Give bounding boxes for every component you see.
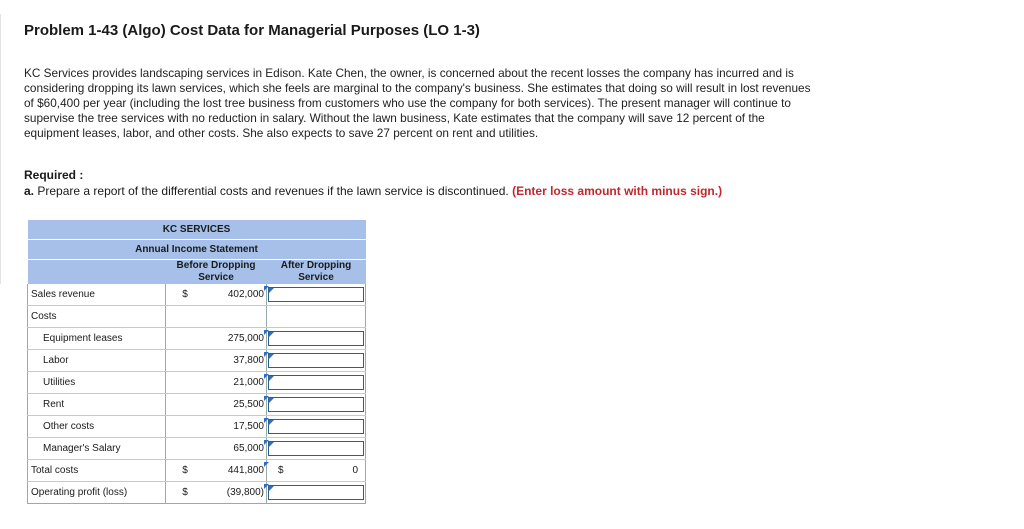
before-dollar-sign (166, 394, 205, 416)
row-label: Sales revenue (28, 284, 166, 306)
after-input-cell (267, 394, 366, 416)
value-flag-icon (264, 462, 269, 467)
after-dropping-input[interactable] (268, 331, 364, 346)
row-label: Utilities (28, 372, 166, 394)
after-input-cell (267, 482, 366, 504)
part-a-hint: (Enter loss amount with minus sign.) (512, 184, 723, 198)
after-input-cell (267, 328, 366, 350)
before-dollar-sign: $ (166, 482, 205, 504)
statement-name: Annual Income Statement (28, 240, 366, 260)
after-total-costs-cell (267, 460, 366, 482)
row-label: Labor (28, 350, 166, 372)
row-label: Rent (28, 394, 166, 416)
left-divider (0, 14, 1, 284)
before-value (204, 438, 267, 460)
after-input-cell (267, 438, 366, 460)
row-label: Equipment leases (28, 328, 166, 350)
statement-rows (28, 284, 366, 504)
after-input-cell (267, 350, 366, 372)
table-row (28, 284, 366, 306)
before-dollar-sign: $ (166, 460, 205, 482)
before-amount: 25,500 (233, 399, 264, 410)
table-row (28, 482, 366, 504)
before-amount: 17,500 (233, 421, 264, 432)
before-dollar-sign: $ (166, 284, 205, 306)
problem-description: KC Services provides landscaping services in Edison. Kate Chen, the owner, is concerned about the recent losses the company has incurred and is considering dropping its lawn services, which she feels are marginal to the company's business. She estimates that doing so will result in lost revenues of $60,400 per year (including the lost tree business from customers who use the company for both services). The present manager will continue to supervise the tree services with no reduction in salary. Without the lawn business, Kate estimates that the company will save 12 percent of the equipment leases, labor, and other costs. She also expects to save 27 percent on rent and utilities. (24, 66, 811, 140)
after-dropping-input[interactable] (268, 485, 364, 500)
before-amount: 441,800 (227, 465, 264, 476)
after-dollar-sign: $ (278, 465, 284, 476)
before-dollar-sign (166, 372, 205, 394)
before-amount: 65,000 (233, 443, 264, 454)
part-a-instruction (24, 184, 722, 198)
after-dropping-input[interactable] (268, 353, 364, 368)
table-row (28, 460, 366, 482)
row-label: Total costs (28, 460, 166, 482)
before-value (204, 394, 267, 416)
before-amount: 37,800 (233, 355, 264, 366)
table-row (28, 350, 366, 372)
required-label: Required : (24, 168, 84, 182)
after-dropping-input[interactable] (268, 419, 364, 434)
before-value (204, 306, 267, 328)
row-label: Other costs (28, 416, 166, 438)
before-value (204, 372, 267, 394)
after-total-value: 0 (352, 465, 358, 476)
row-label: Operating profit (loss) (28, 482, 166, 504)
part-a-prefix: a. (24, 184, 35, 198)
before-value (204, 284, 267, 306)
before-value (204, 350, 267, 372)
before-amount: 402,000 (227, 289, 264, 300)
before-dollar-sign (166, 438, 205, 460)
problem-title: Problem 1-43 (Algo) Cost Data for Managerial Purposes (LO 1-3) (24, 22, 480, 39)
after-input-cell (267, 416, 366, 438)
before-dollar-sign (166, 350, 205, 372)
before-dropping-header: Before Dropping Service (166, 260, 267, 285)
before-amount: 275,000 (227, 333, 264, 344)
income-statement-table (27, 220, 366, 504)
before-dollar-sign (166, 328, 205, 350)
after-dropping-input[interactable] (268, 375, 364, 390)
before-amount: 21,000 (233, 377, 264, 388)
after-dropping-input[interactable] (268, 397, 364, 412)
after-dropping-header: After Dropping Service (267, 260, 366, 285)
before-value (204, 416, 267, 438)
after-dropping-input[interactable] (268, 441, 364, 456)
table-row (28, 438, 366, 460)
before-value (204, 460, 267, 482)
table-row (28, 394, 366, 416)
row-label: Manager's Salary (28, 438, 166, 460)
statement-company: KC SERVICES (28, 220, 366, 240)
before-value (204, 328, 267, 350)
table-row (28, 328, 366, 350)
before-dollar-sign (166, 416, 205, 438)
after-empty-cell (267, 306, 366, 328)
after-dropping-input[interactable] (268, 287, 364, 302)
part-a-text: Prepare a report of the differential costs and revenues if the lawn service is discontinued. (37, 184, 509, 198)
after-input-cell (267, 372, 366, 394)
table-row (28, 372, 366, 394)
after-total-costs (268, 465, 364, 476)
before-value (204, 482, 267, 504)
after-input-cell (267, 284, 366, 306)
before-dollar-sign (166, 306, 205, 328)
before-amount: (39,800) (226, 487, 264, 498)
row-label: Costs (28, 306, 166, 328)
table-row (28, 416, 366, 438)
table-row (28, 306, 366, 328)
label-column-header (28, 260, 166, 285)
